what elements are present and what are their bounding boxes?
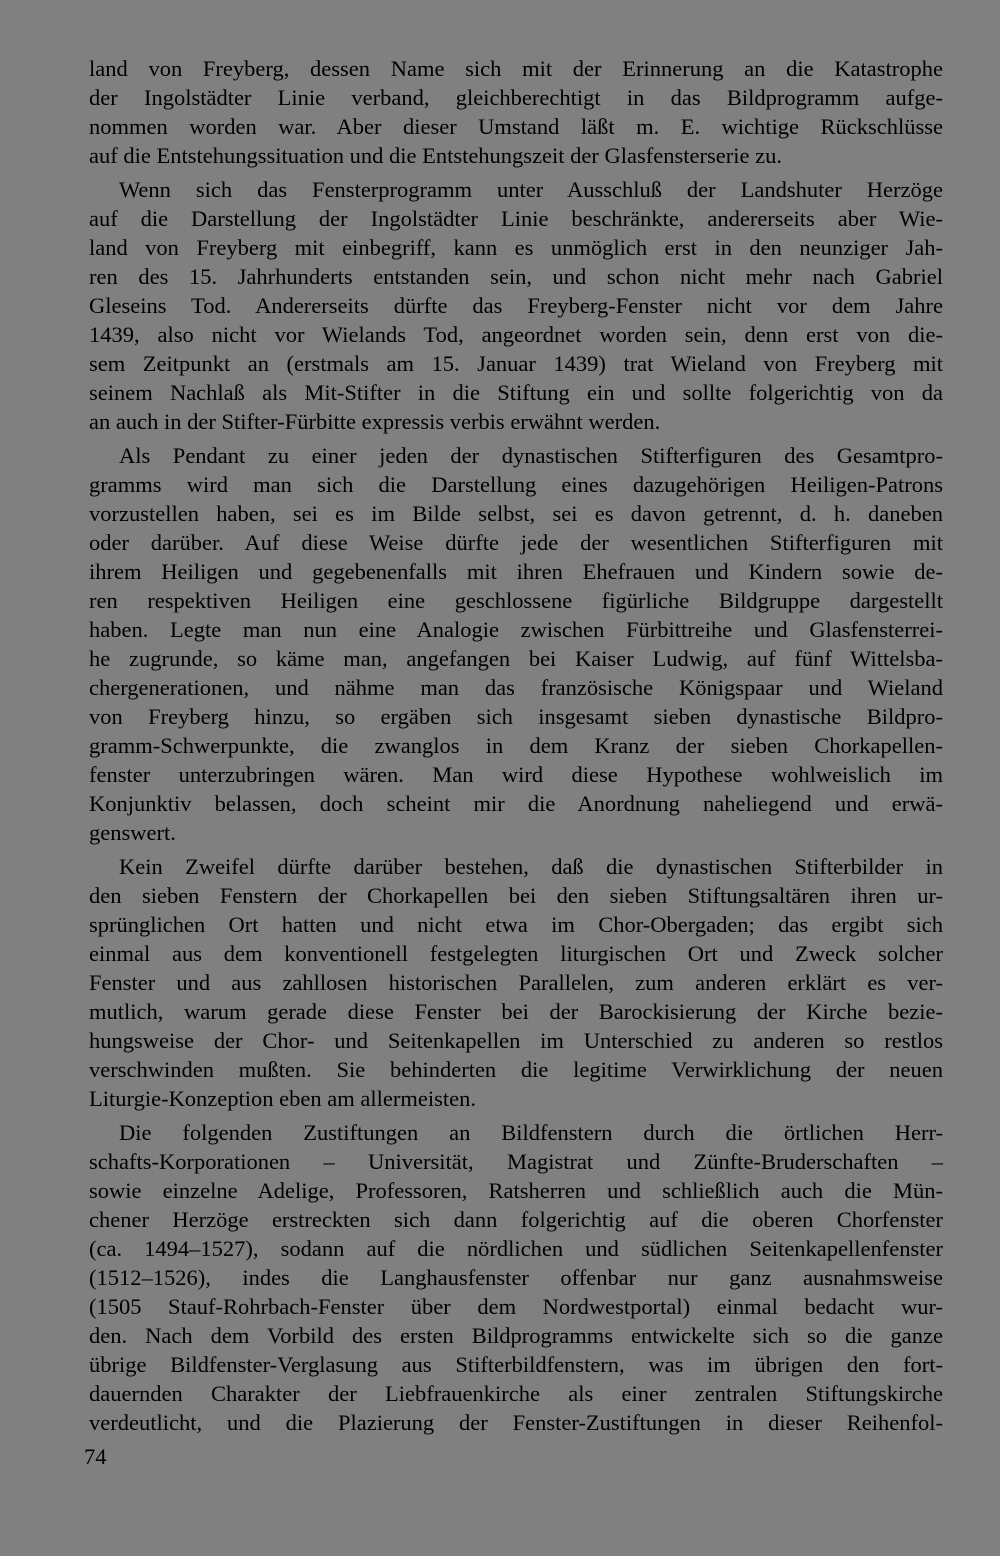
text-line: Fenster und aus zahllosen historischen Parallelen, zum anderen erklärt es ver- (89, 970, 943, 995)
text-line: sprünglichen Ort hatten und nicht etwa im Chor-Obergaden; das ergibt sich (89, 912, 943, 937)
text-line: auf die Entstehungssituation und die Entstehungszeit der Glasfensterserie zu. (89, 143, 782, 168)
text-line: der Ingolstädter Linie verband, gleichberechtigt in das Bildprogramm aufge- (89, 85, 943, 110)
text-line: Als Pendant zu einer jeden der dynastischen Stifterfiguren des Gesamtpro- (119, 443, 943, 468)
text-line: vorzustellen haben, sei es im Bilde selbst, sei es davon getrennt, d. h. daneben (89, 501, 943, 526)
paragraph (89, 175, 943, 436)
paragraph (89, 852, 943, 1113)
page-number: 74 (84, 1444, 107, 1469)
text-line: (ca. 1494–1527), sodann auf die nördlichen und südlichen Seitenkapellenfenster (89, 1236, 943, 1261)
text-line: 1439, also nicht vor Wielands Tod, angeordnet worden sein, denn erst von die- (89, 322, 943, 347)
text-line: den. Nach dem Vorbild des ersten Bildprogramms entwickelte sich so die ganze (89, 1323, 943, 1348)
text-line: sowie einzelne Adelige, Professoren, Ratsherren und schließlich auch die Mün- (89, 1178, 943, 1203)
paragraph (89, 54, 943, 170)
text-line: sem Zeitpunkt an (erstmals am 15. Januar 1439) trat Wieland von Freyberg mit (89, 351, 943, 376)
text-line: schafts-Korporationen – Universität, Magistrat und Zünfte-Bruderschaften – (89, 1149, 943, 1174)
text-line: fenster unterzubringen wären. Man wird diese Hypothese wohlweislich im (89, 762, 943, 787)
text-line: dauernden Charakter der Liebfrauenkirche als einer zentralen Stiftungskirche (89, 1381, 943, 1406)
text-line: Konjunktiv belassen, doch scheint mir die Anordnung naheliegend und erwä- (89, 791, 943, 816)
text-line: chener Herzöge erstreckten sich dann folgerichtig auf die oberen Chorfenster (89, 1207, 943, 1232)
text-line: verschwinden mußten. Sie behinderten die legitime Verwirklichung der neuen (89, 1057, 943, 1082)
text-line: nommen worden war. Aber dieser Umstand läßt m. E. wichtige Rückschlüsse (89, 114, 943, 139)
paragraph (89, 441, 943, 847)
text-line: an auch in der Stifter-Fürbitte expressis verbis erwähnt werden. (89, 409, 661, 434)
text-line: (1505 Stauf-Rohrbach-Fenster über dem Nordwestportal) einmal bedacht wur- (89, 1294, 943, 1319)
text-line: Liturgie-Konzeption eben am allermeisten. (89, 1086, 476, 1111)
text-line: gramm-Schwerpunkte, die zwanglos in dem Kranz der sieben Chorkapellen- (89, 733, 943, 758)
text-line: verdeutlicht, und die Plazierung der Fenster-Zustiftungen in dieser Reihenfol- (89, 1410, 943, 1435)
text-line: den sieben Fenstern der Chorkapellen bei den sieben Stiftungsaltären ihren ur- (89, 883, 943, 908)
text-line: von Freyberg hinzu, so ergäben sich insgesamt sieben dynastische Bildpro- (89, 704, 943, 729)
text-line: oder darüber. Auf diese Weise dürfte jede der wesentlichen Stifterfiguren mit (89, 530, 943, 555)
text-line: land von Freyberg mit einbegriff, kann es unmöglich erst in den neunziger Jah- (89, 235, 943, 260)
text-line: Kein Zweifel dürfte darüber bestehen, daß die dynastischen Stifterbilder in (119, 854, 943, 879)
text-line: hungsweise der Chor- und Seitenkapellen im Unterschied zu anderen so restlos (89, 1028, 943, 1053)
text-line: ren des 15. Jahrhunderts entstanden sein, und schon nicht mehr nach Gabriel (89, 264, 943, 289)
text-line: genswert. (89, 820, 176, 845)
text-line: chergenerationen, und nähme man das französische Königspaar und Wieland (89, 675, 943, 700)
text-line: Die folgenden Zustiftungen an Bildfenstern durch die örtlichen Herr- (119, 1120, 943, 1145)
text-line: land von Freyberg, dessen Name sich mit der Erinnerung an die Katastrophe (89, 56, 943, 81)
paragraph (89, 1118, 943, 1437)
text-line: ren respektiven Heiligen eine geschlossene figürliche Bildgruppe dargestellt (89, 588, 943, 613)
text-line: Wenn sich das Fensterprogramm unter Ausschluß der Landshuter Herzöge (119, 177, 943, 202)
text-line: Gleseins Tod. Andererseits dürfte das Freyberg-Fenster nicht vor dem Jahre (89, 293, 943, 318)
text-line: haben. Legte man nun eine Analogie zwischen Fürbittreihe und Glasfensterrei- (89, 617, 943, 642)
text-line: auf die Darstellung der Ingolstädter Linie beschränkte, andererseits aber Wie- (89, 206, 943, 231)
text-line: seinem Nachlaß als Mit-Stifter in die Stiftung ein und sollte folgerichtig von da (89, 380, 943, 405)
text-line: übrige Bildfenster-Verglasung aus Stifterbildfenstern, was im übrigen den fort- (89, 1352, 943, 1377)
text-line: einmal aus dem konventionell festgelegten liturgischen Ort und Zweck solcher (89, 941, 943, 966)
text-line: (1512–1526), indes die Langhausfenster offenbar nur ganz ausnahmsweise (89, 1265, 943, 1290)
text-line: ihrem Heiligen und gegebenenfalls mit ihren Ehefrauen und Kindern sowie de- (89, 559, 943, 584)
text-line: gramms wird man sich die Darstellung eines dazugehörigen Heiligen-Patrons (89, 472, 943, 497)
body-text (89, 54, 943, 1442)
text-line: he zugrunde, so käme man, angefangen bei Kaiser Ludwig, auf fünf Wittelsba- (89, 646, 943, 671)
text-line: mutlich, warum gerade diese Fenster bei der Barockisierung der Kirche bezie- (89, 999, 943, 1024)
